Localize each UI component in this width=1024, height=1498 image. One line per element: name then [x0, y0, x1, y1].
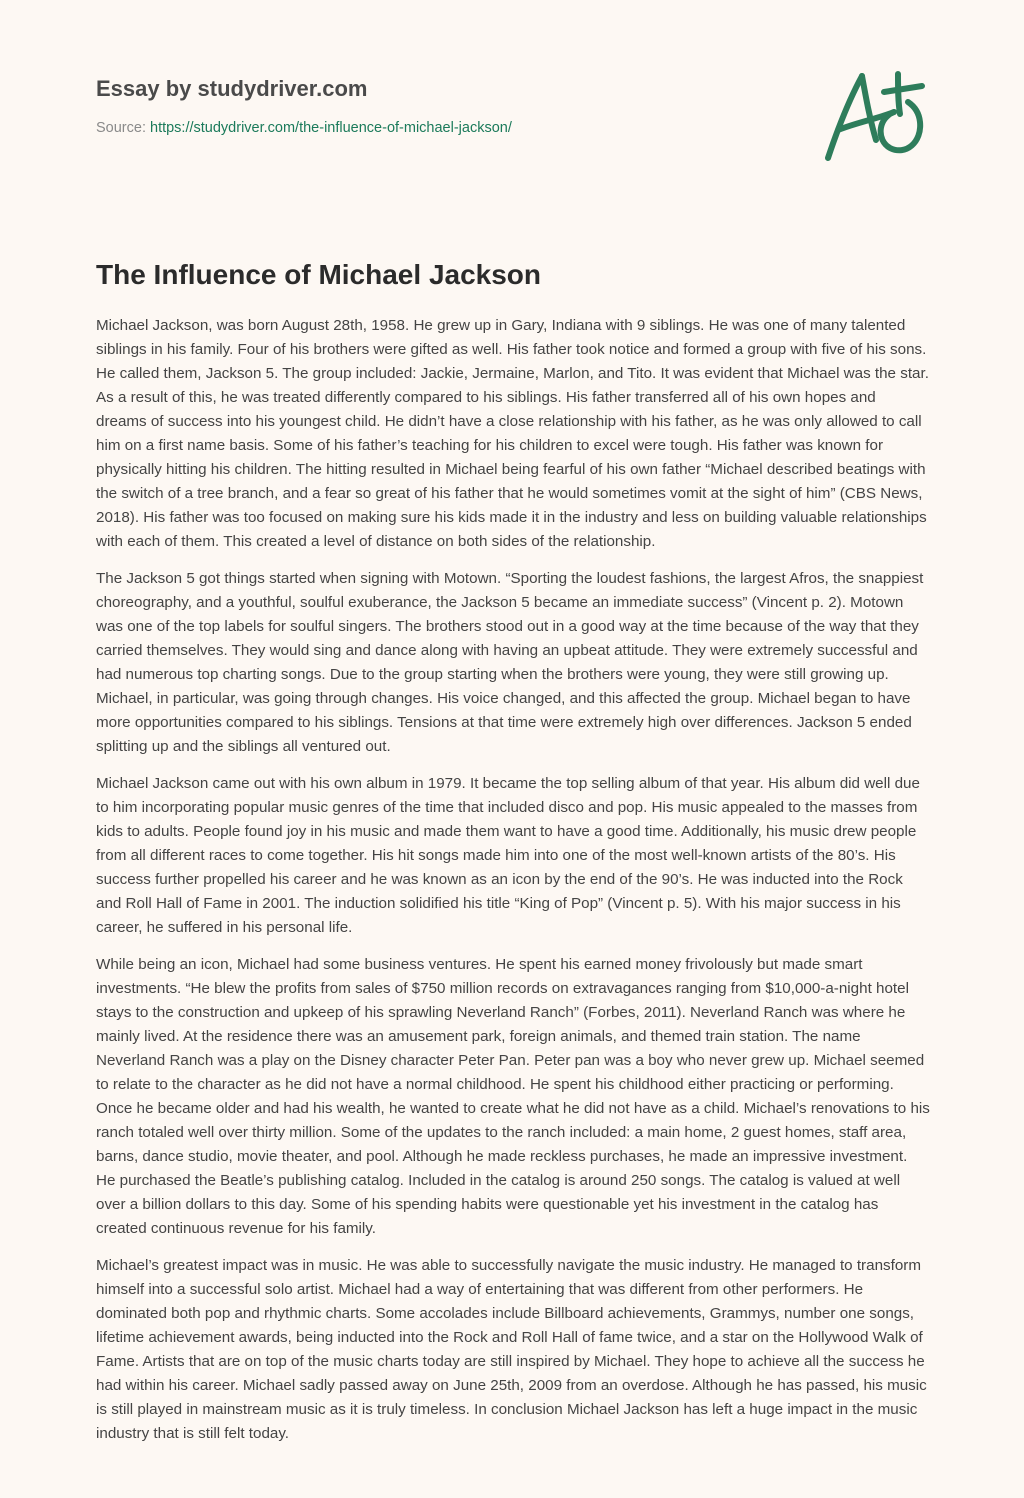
essay-paragraph: While being an icon, Michael had some business ventures. He spent his earned money frivolously but made smart investments. “He blew the profits from sales of $750 million records on extravagances ranging from $10,000-a-night hotel stays to the construction and upkeep of his sprawling Neverland Ranch” (Forbes, 2011). Neverland Ranch was where he mainly lived. At the residence there was an amusement park, foreign animals, and themed train station. The name Neverland Ranch was a play on the Disney character Peter Pan. Peter pan was a boy who never grew up. Michael seemed to relate to the character as he did not have a normal childhood. He spent his childhood either practicing or performing. Once he became older and had his wealth, he wanted to create what he did not have as a child. Michael’s renovations to his ranch totaled well over thirty million. Some of the updates to the ranch included: a main home, 2 guest homes, staff area, barns, dance studio, movie theater, and pool. Although he made reckless purchases, he made an impressive investment. He purchased the Beatle’s publishing catalog. Included in the catalog is around 250 songs. The catalog is valued at well over a billion dollars to this day. Some of his spending habits were questionable yet his investment in the catalog has created continuous revenue for his family.	[96, 956, 930, 1237]
source-link[interactable]: https://studydriver.com/the-influence-of-michael-jackson/	[150, 120, 512, 136]
a-plus-logo-icon	[818, 68, 928, 166]
essay-body	[96, 314, 930, 1459]
site-title: Essay by studydriver.com	[96, 76, 368, 101]
source-line	[96, 118, 796, 138]
source-label: Source:	[96, 120, 150, 136]
essay-paragraph: Michael Jackson came out with his own album in 1979. It became the top selling album of that year. His album did well due to him incorporating popular music genres of the time that included disco and pop. His music appealed to the masses from kids to adults. People found joy in his music and made them want to have a good time. Additionally, his music drew people from all different races to come together. His hit songs made him into one of the most well-known artists of the 80’s. His success further propelled his career and he was known as an icon by the end of the 90’s. He was inducted into the Rock and Roll Hall of Fame in 2001. The induction solidified his title “King of Pop” (Vincent p. 5). With his major success in his career, he suffered in his personal life.	[96, 775, 920, 936]
essay-paragraph: The Jackson 5 got things started when signing with Motown. “Sporting the loudest fashions, the largest Afros, the snappiest choreography, and a youthful, soulful exuberance, the Jackson 5 became an immediate success” (Vincent p. 2). Motown was one of the top labels for soulful singers. The brothers stood out in a good way at the time because of the way that they carried themselves. They would sing and dance along with having an upbeat attitude. They were extremely successful and had numerous top charting songs. Due to the group starting when the brothers were young, they were still growing up. Michael, in particular, was going through changes. His voice changed, and this affected the group. Michael began to have more opportunities compared to his siblings. Tensions at that time were extremely high over differences. Jackson 5 ended splitting up and the siblings all ventured out.	[96, 570, 924, 755]
essay-title: The Influence of Michael Jackson	[96, 259, 542, 290]
essay-paragraph: Michael’s greatest impact was in music. He was able to successfully navigate the music industry. He managed to transform himself into a successful solo artist. Michael had a way of entertaining that was different from other performers. He dominated both pop and rhythmic charts. Some accolades include Billboard achievements, Grammys, number one songs, lifetime achievement awards, being inducted into the Rock and Roll Hall of fame twice, and a star on the Hollywood Walk of Fame. Artists that are on top of the music charts today are still inspired by Michael. They hope to achieve all the success he had within his career. Michael sadly passed away on June 25th, 2009 from an overdose. Although he has passed, his music is still played in mainstream music as it is truly timeless. In conclusion Michael Jackson has left a huge impact in the music industry that is still felt today.	[96, 1257, 927, 1442]
page-header	[96, 74, 796, 138]
essay-paragraph: Michael Jackson, was born August 28th, 1958. He grew up in Gary, Indiana with 9 siblings. He was one of many talented siblings in his family. Four of his brothers were gifted as well. His father took notice and formed a group with five of his sons. He called them, Jackson 5. The group included: Jackie, Jermaine, Marlon, and Tito. It was evident that Michael was the star. As a result of this, he was treated differently compared to his siblings. His father transferred all of his own hopes and dreams of success into his youngest child. He didn’t have a close relationship with his father, as he was only allowed to call him on a first name basis. Some of his father’s teaching for his children to excel were tough. His father was known for physically hitting his children. The hitting resulted in Michael being fearful of his own father “Michael described beatings with the switch of a tree branch, and a fear so great of his father that he would sometimes vomit at the sight of him” (CBS News, 2018). His father was too focused on making sure his kids made it in the industry and less on building valuable relationships with each of them. This created a level of distance on both sides of the relationship.	[96, 317, 929, 550]
